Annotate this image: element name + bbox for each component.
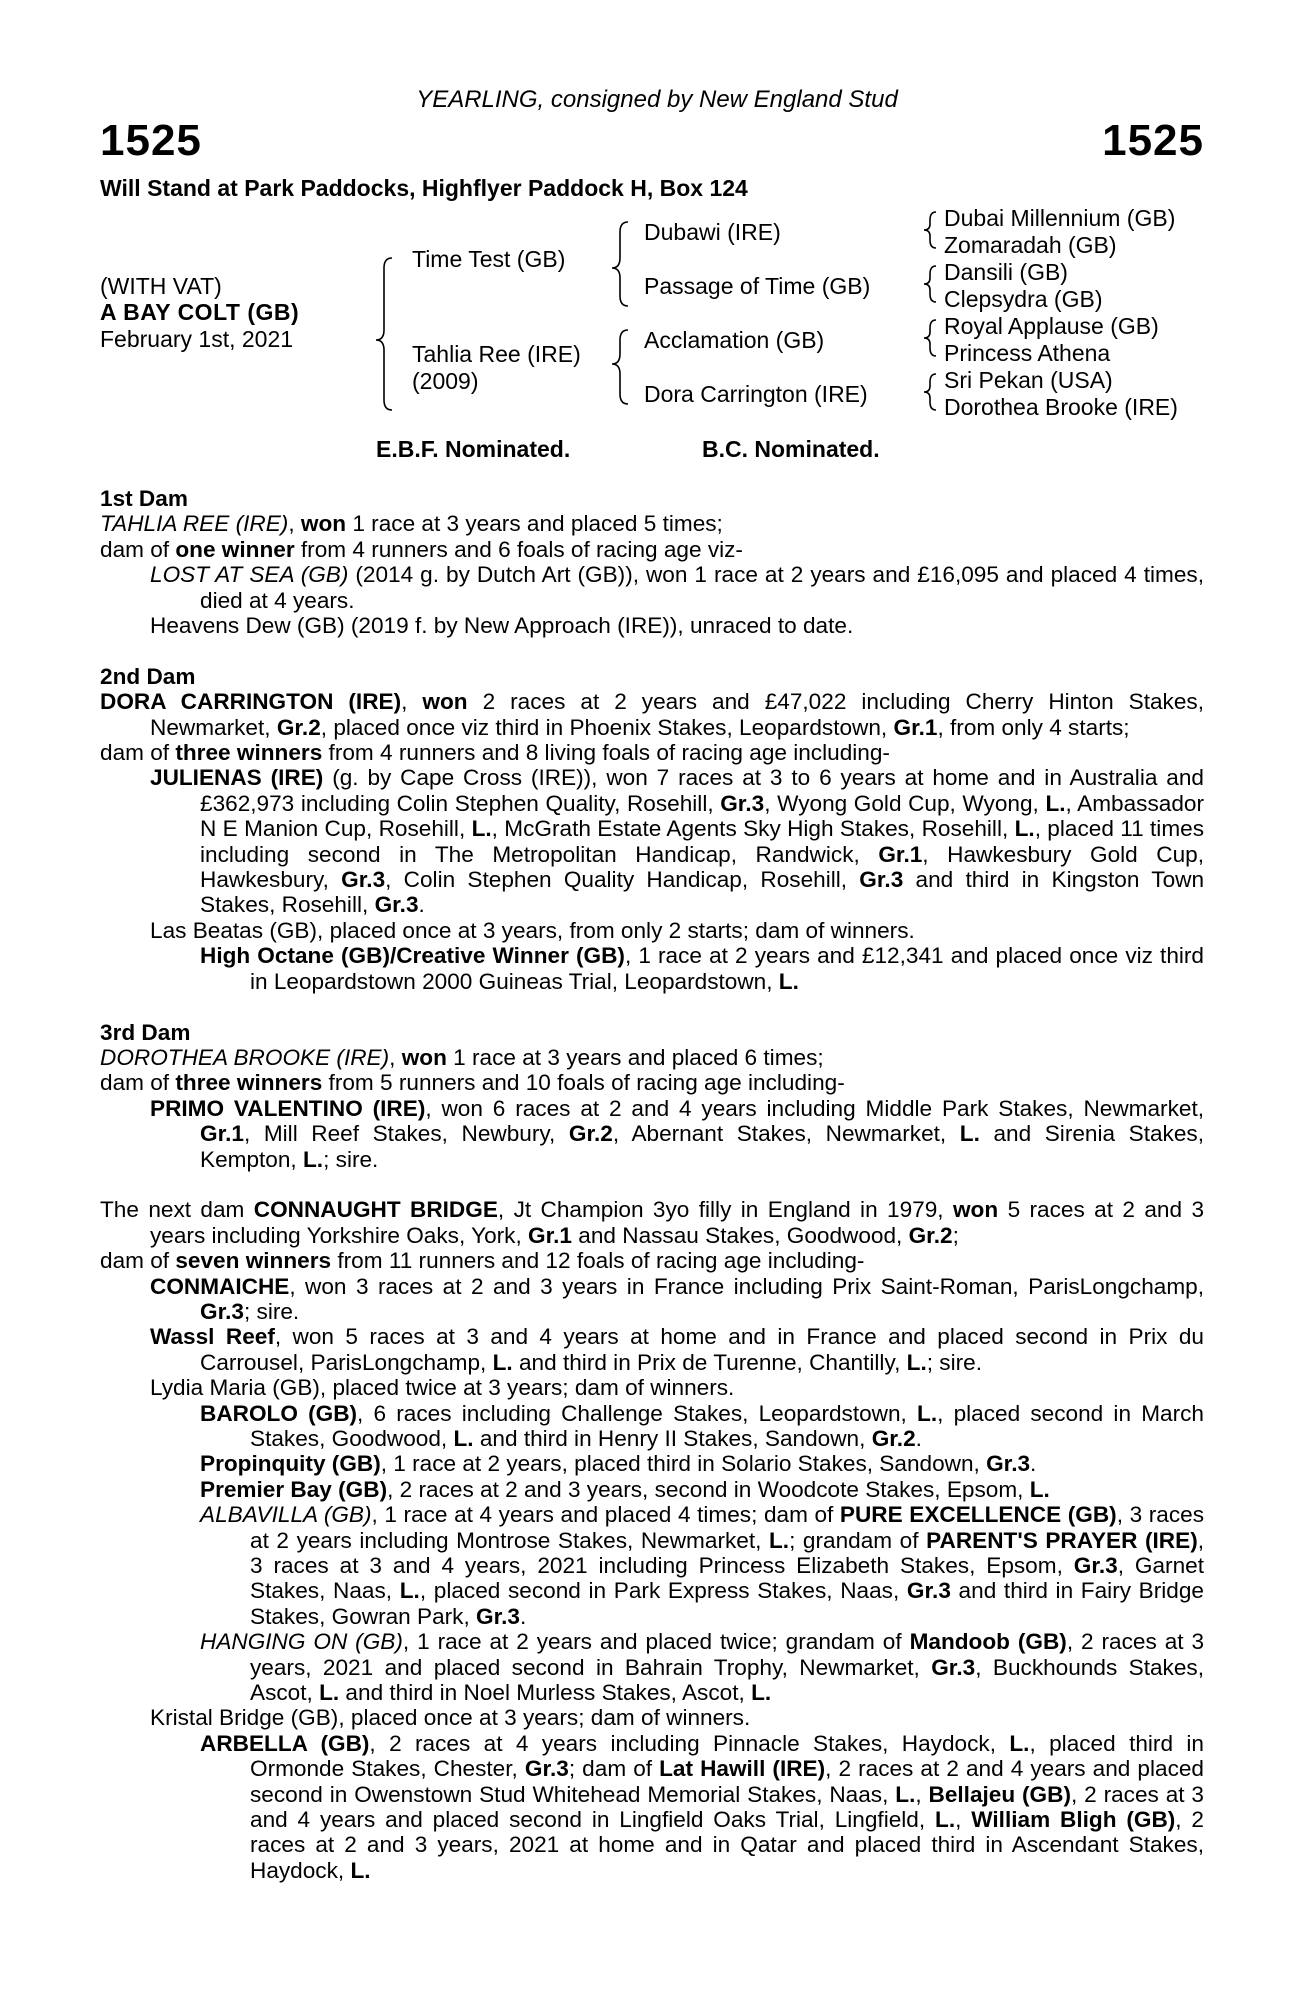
section-heading-3rd-dam: 3rd Dam	[100, 1019, 191, 1045]
ancestor-8: Dorothea Brooke (IRE)	[944, 394, 1178, 420]
list-item: JULIENAS (IRE) (g. by Cape Cross (IRE)), won 7 races at 3 to 6 years at home and in Australia and £362,973 including Colin Stephen Quality, Rosehill, Gr.3, Wyong Gold Cup, Wyong, L., Ambassador N E Manion Cup, Rosehill, L., McGrath Estate Agents Sky High Stakes, Rosehill, L., placed 11 times including second in The Metropolitan Handicap, Randwick, Gr.1, Hawkesbury Gold Cup, Hawkesbury, Gr.3, Colin Stephen Quality Handicap, Rosehill, Gr.3 and third in Kingston Town Stakes, Rosehill, Gr.3.	[150, 765, 1205, 918]
list-item: Las Beatas (GB), placed once at 3 years, from only 2 starts; dam of winners.	[150, 917, 915, 943]
dam-dam: Dora Carrington (IRE)	[644, 381, 868, 407]
list-item: High Octane (GB)/Creative Winner (GB), 1 race at 2 years and £12,341 and placed once viz third in Leopardstown 2000 Guineas Trial, Leopardstown, L.	[200, 943, 1205, 994]
list-item: HANGING ON (GB), 1 race at 2 years and placed twice; grandam of Mandoob (GB), 2 races at 3 years, 2021 and placed second in Bahrain Trophy, Newmarket, Gr.3, Buckhounds Stakes, Ascot, L. and third in Noel Murless Stakes, Ascot, L.	[200, 1629, 1205, 1706]
dam2-produce-summary: dam of three winners from 4 runners and 8 living foals of racing age including-	[100, 740, 890, 766]
list-item: Lydia Maria (GB), placed twice at 3 years; dam of winners.	[150, 1375, 735, 1401]
list-item: ALBAVILLA (GB), 1 race at 4 years and placed 4 times; dam of PURE EXCELLENCE (GB), 3 races at 2 years including Montrose Stakes, Newmarket, L.; grandam of PARENT'S PRAYER (IRE), 3 races at 3 and 4 years, 2021 including Princess Elizabeth Stakes, Epsom, Gr.3, Garnet Stakes, Naas, L., placed second in Park Express Stakes, Naas, Gr.3 and third in Fairy Bridge Stakes, Gowran Park, Gr.3.	[200, 1502, 1205, 1629]
next-dam-produce-summary: dam of seven winners from 11 runners and 12 foals of racing age including-	[100, 1248, 865, 1274]
ancestor-2: Zomaradah (GB)	[944, 232, 1117, 258]
sire-sire: Dubawi (IRE)	[644, 219, 781, 245]
list-item: Wassl Reef, won 5 races at 3 and 4 years at home and in France and placed second in Prix du Carrousel, ParisLongchamp, L. and third in Prix de Turenne, Chantilly, L.; sire.	[150, 1324, 1204, 1375]
dam3-produce-summary: dam of three winners from 5 runners and 10 foals of racing age including-	[100, 1070, 845, 1096]
ancestor-4: Clepsydra (GB)	[944, 286, 1103, 312]
foaling-date: February 1st, 2021	[100, 326, 294, 352]
dam: Tahlia Ree (IRE)	[412, 341, 581, 367]
sire-dam: Passage of Time (GB)	[644, 273, 871, 299]
ancestor-7: Sri Pekan (USA)	[944, 367, 1113, 393]
dam2-record: DORA CARRINGTON (IRE), won 2 races at 2 years and £47,022 including Cherry Hinton Stakes, Newmarket, Gr.2, placed once viz third in Phoenix Stakes, Leopardstown, Gr.1, from only 4 starts;	[100, 689, 1204, 740]
dam1-record: TAHLIA REE (IRE), won 1 race at 3 years and placed 5 times;	[100, 511, 723, 537]
list-item: Heavens Dew (GB) (2019 f. by New Approach (IRE)), unraced to date.	[150, 613, 854, 639]
ancestor-3: Dansili (GB)	[944, 259, 1068, 285]
list-item: ARBELLA (GB), 2 races at 4 years including Pinnacle Stakes, Haydock, L., placed third in Ormonde Stakes, Chester, Gr.3; dam of Lat Hawill (IRE), 2 races at 2 and 4 years and placed second in Owenstown Stud Whitehead Memorial Stakes, Naas, L., Bellajeu (GB), 2 races at 3 and 4 years and placed second in Lingfield Oaks Trial, Lingfield, L., William Bligh (GB), 2 races at 2 and 3 years, 2021 at home and in Qatar and placed third in Ascendant Stakes, Haydock, L.	[200, 1730, 1205, 1883]
dam-sire: Acclamation (GB)	[644, 327, 825, 353]
ancestor-6: Princess Athena	[944, 340, 1111, 366]
list-item: Premier Bay (GB), 2 races at 2 and 3 years, second in Woodcote Stakes, Epsom, L.	[200, 1476, 1050, 1502]
horse-name: A BAY COLT (GB)	[100, 299, 300, 325]
list-item: LOST AT SEA (GB) (2014 g. by Dutch Art (GB)), won 1 race at 2 years and £16,095 and placed 4 times, died at 4 years.	[150, 562, 1204, 613]
ebf-nominated: E.B.F. Nominated.	[376, 436, 571, 462]
dam3-record: DOROTHEA BROOKE (IRE), won 1 race at 3 years and placed 6 times;	[100, 1044, 824, 1070]
list-item: Kristal Bridge (GB), placed once at 3 years; dam of winners.	[150, 1705, 751, 1731]
section-heading-2nd-dam: 2nd Dam	[100, 663, 196, 689]
list-item: Propinquity (GB), 1 race at 2 years, placed third in Solario Stakes, Sandown, Gr.3.	[200, 1451, 1037, 1477]
section-heading-1st-dam: 1st Dam	[100, 486, 188, 511]
sire: Time Test (GB)	[412, 246, 566, 272]
next-dam-record: The next dam CONNAUGHT BRIDGE, Jt Champion 3yo filly in England in 1979, won 5 races at 2 and 3 years including Yorkshire Oaks, York, Gr.1 and Nassau Stakes, Goodwood, Gr.2;	[100, 1197, 1205, 1248]
stabling-location: Will Stand at Park Paddocks, Highflyer Paddock H, Box 124	[100, 175, 748, 201]
consignment-line: YEARLING, consigned by New England Stud	[416, 86, 898, 113]
ancestor-1: Dubai Millennium (GB)	[944, 205, 1176, 231]
lot-number-right: 1525	[1102, 116, 1204, 165]
list-item: BAROLO (GB), 6 races including Challenge Stakes, Leopardstown, L., placed second in March Stakes, Goodwood, L. and third in Henry II Stakes, Sandown, Gr.2.	[200, 1400, 1204, 1451]
dam1-produce-summary: dam of one winner from 4 runners and 6 foals of racing age viz-	[100, 536, 743, 562]
bc-nominated: B.C. Nominated.	[702, 436, 880, 462]
list-item: PRIMO VALENTINO (IRE), won 6 races at 2 and 4 years including Middle Park Stakes, Newmarket, Gr.1, Mill Reef Stakes, Newbury, Gr.2, Abernant Stakes, Newmarket, L. and Sirenia Stakes, Kempton, L.; sire.	[150, 1095, 1204, 1172]
vat-note: (WITH VAT)	[100, 273, 222, 299]
list-item: CONMAICHE, won 3 races at 2 and 3 years in France including Prix Saint-Roman, ParisLongchamp, Gr.3; sire.	[150, 1273, 1204, 1324]
ancestor-5: Royal Applause (GB)	[944, 313, 1159, 339]
dam-year: (2009)	[412, 368, 479, 394]
lot-number-left: 1525	[100, 116, 202, 165]
produce-record	[100, 486, 1204, 1883]
